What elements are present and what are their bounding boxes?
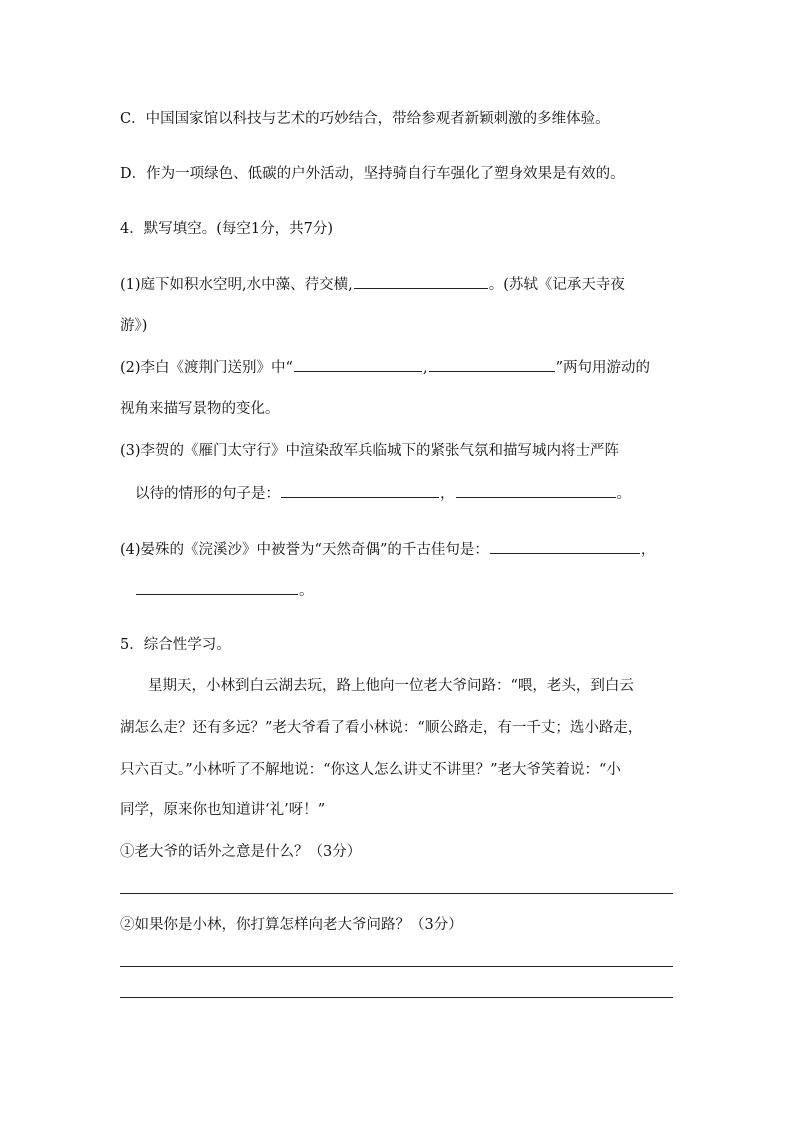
answer-line[interactable] — [120, 893, 673, 894]
question-5-heading: 5．综合性学习。 — [120, 637, 231, 653]
q4-item-3-sep: ， — [440, 486, 455, 502]
answer-blank[interactable] — [354, 274, 488, 289]
question-4-heading: 4．默写填空。(每空1分，共7分) — [120, 221, 333, 237]
q4-item-2 — [120, 357, 650, 378]
q5-sub-question-2: ②如果你是小林，你打算怎样向老大爷问路？（3分） — [120, 917, 463, 933]
q5-paragraph-line-2: 湖怎么走？还有多远？”老大爷看了看小林说：“顺公路走，有一千丈；选小路走， — [120, 720, 643, 736]
option-d: D．作为一项绿色、低碳的户外活动，坚持骑自行车强化了塑身效果是有效的。 — [120, 166, 625, 182]
q4-item-3: (3)李贺的《雁门太守行》中渲染敌军兵临城下的紧张气氛和描写城内将士严阵 — [120, 443, 620, 459]
answer-line[interactable] — [120, 966, 673, 967]
answer-blank[interactable] — [294, 357, 422, 372]
answer-blank[interactable] — [429, 357, 555, 372]
q4-item-3-end: 。 — [616, 486, 631, 502]
q4-item-3-cont — [135, 483, 631, 504]
q5-sub-question-1: ①老大爷的话外之意是什么？（3分） — [120, 844, 362, 860]
q4-item-3-text-b: 以待的情形的句子是： — [135, 486, 280, 502]
answer-blank[interactable] — [456, 483, 616, 498]
q4-item-2-text-b: ”两句用游动的 — [555, 360, 650, 376]
q4-item-1 — [120, 274, 625, 295]
q4-item-1-cont: 游》) — [120, 318, 148, 334]
answer-blank[interactable] — [136, 580, 298, 595]
q4-item-2-text-a: (2)李白《渡荆门送别》中“ — [120, 360, 293, 376]
q4-item-1-text-a: (1)庭下如积水空明,水中藻、荇交横, — [120, 277, 353, 293]
q4-item-2-cont: 视角来描写景物的变化。 — [120, 401, 280, 417]
answer-blank[interactable] — [490, 539, 640, 554]
q4-item-1-text-b: 。(苏轼《记承天寺夜 — [488, 277, 625, 293]
answer-blank[interactable] — [281, 483, 439, 498]
q5-paragraph-line-1: 星期天，小林到白云湖去玩，路上他向一位老大爷问路：“喂，老头，到白云 — [148, 678, 634, 694]
q5-paragraph-line-4: 同学，原来你也知道讲‘礼’呀！” — [120, 802, 326, 818]
q5-paragraph-line-3: 只六百丈。”小林听了不解地说：“你这人怎么讲丈不讲里？”老大爷笑着说：“小 — [120, 762, 621, 778]
q4-item-4-cont — [135, 580, 314, 601]
q4-item-4-end: 。 — [299, 583, 314, 599]
q4-item-2-sep: , — [422, 360, 428, 376]
q4-item-4-sep: ， — [640, 542, 656, 558]
option-c: C．中国国家馆以科技与艺术的巧妙结合，带给参观者新颖刺激的多维体验。 — [120, 111, 610, 127]
answer-line[interactable] — [120, 997, 673, 998]
q4-item-4 — [120, 539, 655, 560]
q4-item-4-text: (4)晏殊的《浣溪沙》中被誉为“天然奇偶”的千古佳句是： — [120, 542, 489, 558]
